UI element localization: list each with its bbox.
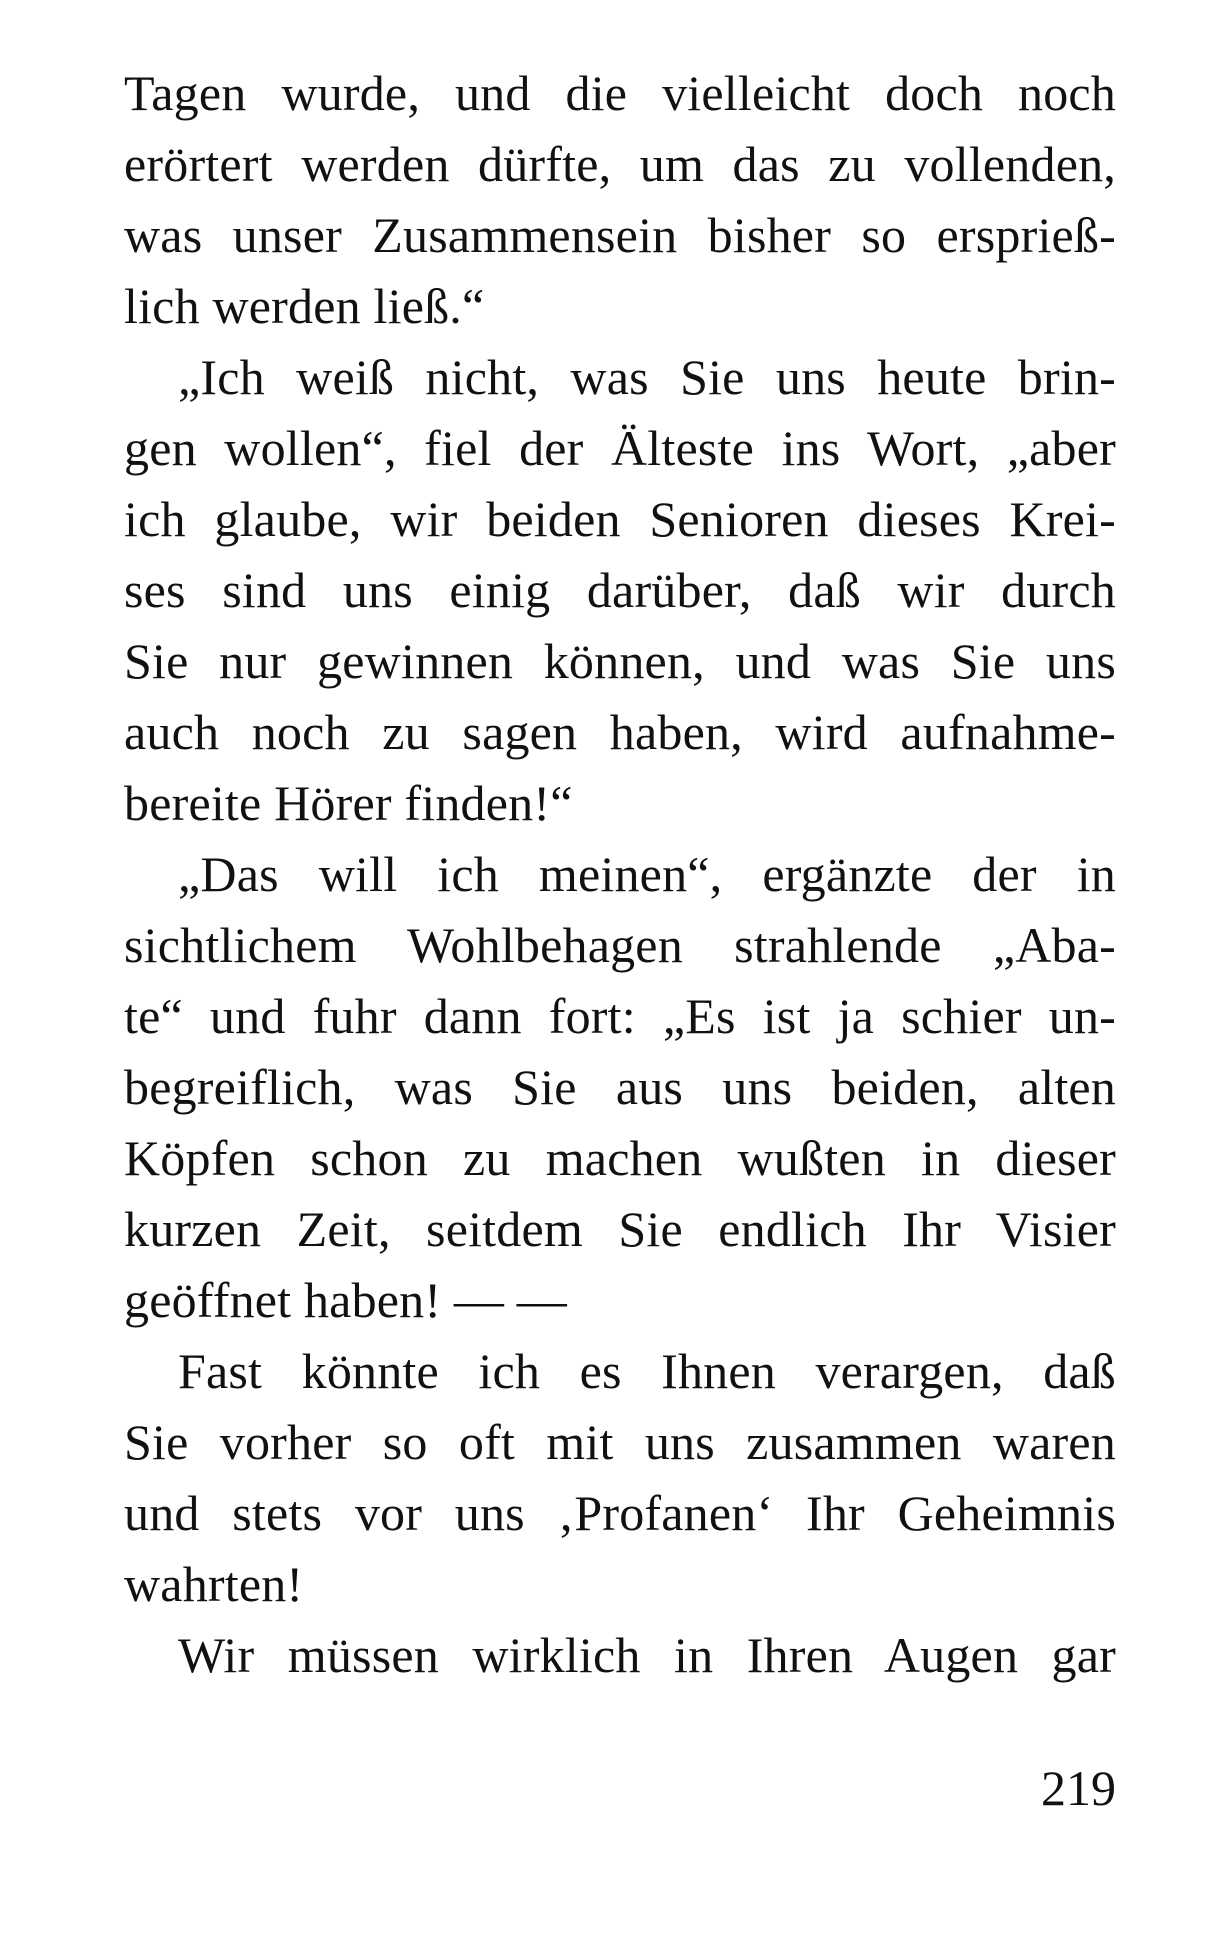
text-line: was unser Zusammensein bisher so ersprieß- bbox=[124, 207, 1116, 263]
text-line: te“ und fuhr dann fort: „Es ist ja schier un- bbox=[124, 988, 1116, 1044]
text-line: Sie nur gewinnen können, und was Sie uns bbox=[124, 633, 1116, 689]
text-line: gen wollen“, fiel der Älteste ins Wort, „aber bbox=[124, 420, 1116, 476]
text-line: bereite Hörer finden!“ bbox=[124, 775, 573, 831]
text-line: Wir müssen wirklich in Ihren Augen gar bbox=[178, 1627, 1116, 1683]
text-line: Köpfen schon zu machen wußten in dieser bbox=[124, 1130, 1116, 1186]
text-line: Sie vorher so oft mit uns zusammen waren bbox=[124, 1414, 1116, 1470]
text-line: erörtert werden dürfte, um das zu vollenden, bbox=[124, 136, 1116, 192]
text-line: und stets vor uns ‚Profanen‘ Ihr Geheimnis bbox=[124, 1485, 1116, 1541]
text-line: ich glaube, wir beiden Senioren dieses Krei- bbox=[124, 491, 1116, 547]
text-line: auch noch zu sagen haben, wird aufnahme- bbox=[124, 704, 1116, 760]
text-line: Tagen wurde, und die vielleicht doch noch bbox=[124, 65, 1116, 121]
text-line: lich werden ließ.“ bbox=[124, 278, 485, 334]
text-line: kurzen Zeit, seitdem Sie endlich Ihr Visier bbox=[124, 1201, 1116, 1257]
text-line: „Ich weiß nicht, was Sie uns heute brin- bbox=[178, 349, 1116, 405]
text-line: geöffnet haben! — — bbox=[124, 1272, 568, 1328]
text-line: Fast könnte ich es Ihnen verargen, daß bbox=[178, 1343, 1116, 1399]
body-text bbox=[124, 58, 1116, 1691]
text-line: sichtlichem Wohlbehagen strahlende „Aba- bbox=[124, 917, 1116, 973]
text-line: begreiflich, was Sie aus uns beiden, alten bbox=[124, 1059, 1116, 1115]
page-number: 219 bbox=[1041, 1760, 1116, 1816]
text-line: „Das will ich meinen“, ergänzte der in bbox=[178, 846, 1116, 902]
text-line: wahrten! bbox=[124, 1556, 304, 1612]
text-line: ses sind uns einig darüber, daß wir durch bbox=[124, 562, 1116, 618]
